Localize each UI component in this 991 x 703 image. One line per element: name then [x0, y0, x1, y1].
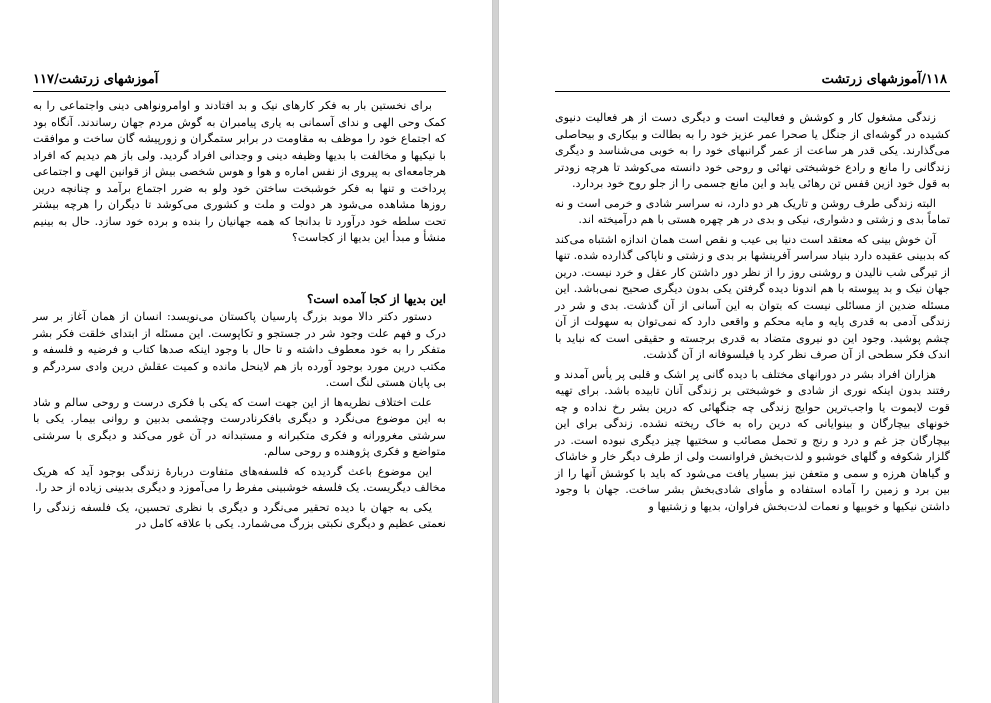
right-page-header: ۱۱۸/آموزشهای زرتشت — [821, 72, 947, 87]
paragraph: البته زندگی طرف روشن و تاریک هر دو دارد، نه سراسر شادی و خرمی است و نه تماماً بدی و زشتی و دشواری، نیکی و بدی در هر چهره هستی با هم درآمیخته اند. — [555, 196, 950, 226]
left-page-body — [33, 98, 446, 533]
paragraph: علت اختلاف نظریه‌ها از این جهت است که یکی با فکری درست و روحی سالم و شاد به این موضوع می‌نگرد و دیگری بافکرنادرست وچشمی بدبین و روانی بیمار. یکی با سرشتی مغرورانه و فکری متکبرانه و مستبدانه در آن غور می‌کند و دیگری با سرشتی متواضع و فکری پژوهنده و روحی سالم. — [33, 395, 446, 458]
paragraph: زندگی مشغول کار و کوشش و فعالیت است و دیگری دست از هر فعالیت دنیوی کشیده در گوشه‌ای از جنگل یا صحرا عمر عزیز خود را به بطالت و بیکاری و بیحاصلی می‌گذارند. یکی قدر هر ساعت از عمر گرانبهای خود را به خوبی می‌شناسد و دیگری زندگانی را مانع و رادع خوشبختی نهائی و روحی خود دانسته می‌کوشد تا هرچه زودتر به قول خود ازین قفس تن رهائی یابد و این مانع جسمی را از جلو روح خود بردارد. — [555, 111, 950, 190]
paragraph: برای نخستین بار به فکر کارهای نیک و بد افتادند و اوامرونواهی دینی واجتماعی را به کمک وحی الهی و ندای آسمانی به یاری پیامبران به گوش مردم جهان رساندند. آنگاه بود که اجتماع خود را موظف به مقاومت در برابر ستمگران و زورپیشه گان ساخت و موافقت با نیکیها و مخالفت با بدیها وظیفه دینی و وجدانی افراد گردید. ولی باز هم دیدیم که افراد هرجامعه‌ای به پیروی از نفس اماره و هوا و هوس شخصی بیش از قوانین الهی و اجتماعی پرداخت و تنها به فکر خوشبخت ساختن خود ولو به ضرر اجتماع برآمد و چنانچه درین روزها مشاهده می‌شود هر دولت و ملت و کشوری می‌کوشد تا دیگران را هرچه بیشتر تحت سلطه خود درآورد تا بدانجا که همه جهانیان را بنده و برده خود سازد. حال به بینیم منشأ و مبدأ این بدیها از کجاست؟ — [33, 99, 446, 244]
paragraph: این موضوع باعث گردیده که فلسفه‌های متفاوت دربارهٔ زندگی بوجود آید که هریک مخالف دیگریست. یک فلسفه خوشبینی مفرط را می‌آموزد و دیگری بدبینی زیاده از حد را. — [33, 464, 446, 494]
left-page-header: آموزشهای زرتشت/۱۱۷ — [33, 72, 159, 87]
section-title: این بدیها از کجا آمده است؟ — [307, 291, 446, 306]
right-page — [498, 0, 991, 703]
paragraph: هزاران افراد بشر در دورانهای مختلف با دیده گانی پر اشک و قلبی پر یأس آمدند و رفتند بدون اینکه نوری از شادی و خوشبختی بر زندگی آنان تابیده باشد. برای تهیه قوت لایموت یا واجب‌ترین حوایج زندگی چه جنگهائی که درین بشر رخ نداده و چه خونهای بیچارگان و بینوایانی که درین راه به خاک ریخته نشده. زندگی برای این بیچارگان جز غم و درد و رنج و تحمل مصائب و سختیها چیز دیگری نبوده است. در گلزار شکوفه و گلهای خوشبو و لذت‌بخش فراوانست ولی از طرف دیگر خار و خاشاک و گیاهان هرزه و سمی و متعفن نیز بسیار یافت می‌شود که باید با کوشش آنها را از بین برد و زمین را آماده استفاده و مأوای شادی‌بخش بشر ساخت. جهان با وجود داشتن نیکیها و خوبیها و نعمات لذت‌بخش فراوان، بدیها و زشتیها و — [555, 367, 950, 513]
paragraph: یکی به جهان با دیده تحقیر می‌نگرد و دیگری با نظری تحسین، یک فلسفه زندگی را نعمتی عظیم و دیگری نکبتی بزرگ می‌شمارد. یکی با علاقه کامل در — [33, 500, 446, 530]
left-header-rule — [33, 91, 446, 92]
paragraph: آن خوش بینی که معتقد است دنیا بی عیب و نقص است همان اندازه اشتباه می‌کند که بدبینی عقیده دارد بنیاد سراسر آفرینشها بر بدی و زشتی و ناپاکی گذارده شده. تنها از تیرگی شب نالیدن و روشنی روز را از نظر دور داشتن کار عقل و خرد نیست. درین جهان نیک و بد پیوسته با هم اندونا دیده گرفتن یکی بدون دیگری صحیح نمی‌باشد. این مسئله ضدین از مسائلی نیست که بتوان به این آسانی از آن گذشت. بدی و شر در زندگی آدمی به قدری پایه و مایه محکم و واقعی دارد که نمی‌توان به سهولت از آن چشم پوشید. وجود این دو نیروی متضاد به قدری برجسته و حقیقی است که نباید با اندک فکر سطحی از آن صرف نظر کرد یا فیلسوفانه از آن گذشت. — [555, 232, 950, 361]
right-page-body — [555, 110, 950, 515]
left-page — [0, 0, 493, 703]
right-header-rule — [555, 91, 950, 92]
paragraph: دستور دکتر دالا موبد بزرگ پارسیان پاکستان می‌نویسد: انسان از همان آغاز بر سر درک و فهم علت وجود شر در جستجو و تکاپوست. این مسئله از ابتدای خلقت فکر بشر متفکر را به خود معطوف داشته و تا حال با وجود اینکه صدها کتاب و فرضیه و فلسفه و مکتب درین مورد بوجود آورده باز هم لاینحل مانده و کمیت عقلش درین وادی سردرگم و بی پایان هستی لنگ است. — [33, 310, 446, 389]
